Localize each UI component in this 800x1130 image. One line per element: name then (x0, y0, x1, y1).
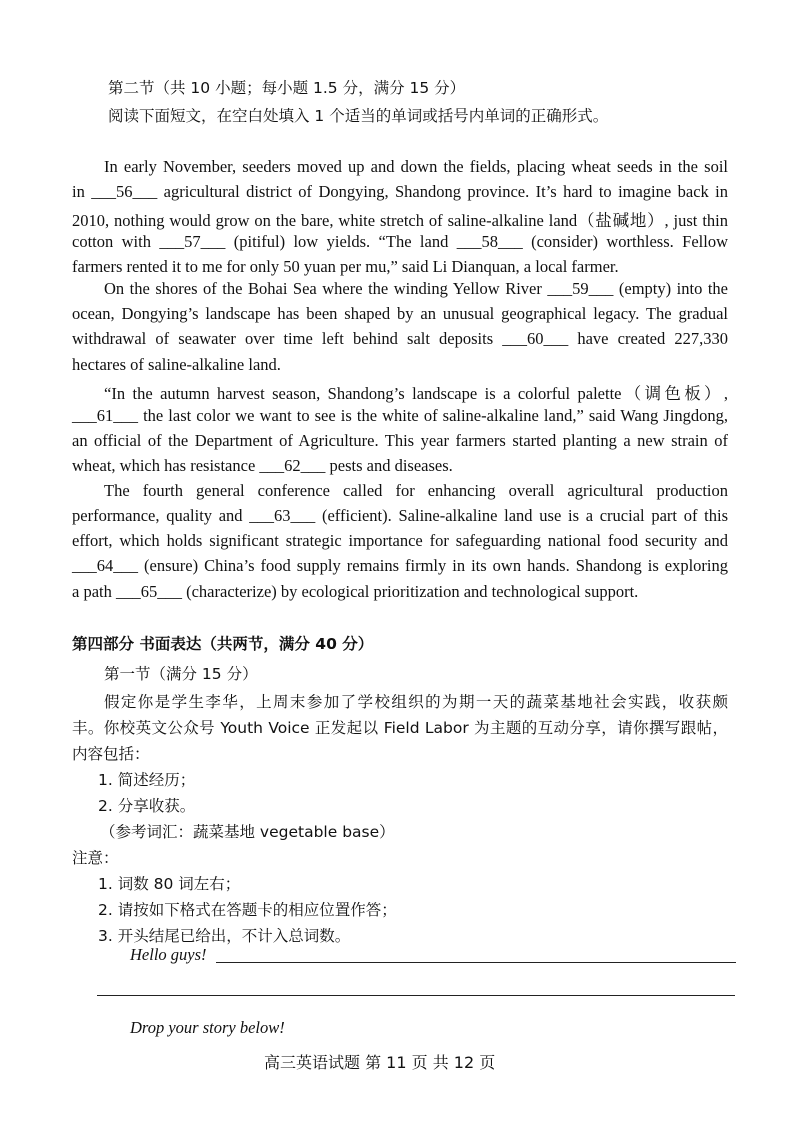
passage-line: effort, which holds significant strategic importance for safeguarding national food security and (72, 531, 728, 550)
writing-line (97, 995, 735, 996)
prompt-line: 假定你是学生李华，上周末参加了学校组织的为期一天的蔬菜基地社会实践，收获颇 (104, 693, 728, 711)
section2-header: 第二节（共 10 小题；每小题 1.5 分，满分 15 分） (108, 79, 466, 97)
content-point: 2. 分享收获。 (98, 797, 196, 815)
passage-line: On the shores of the Bohai Sea where the winding Yellow River ___59___ (empty) into the (104, 279, 728, 298)
opening-line: Hello guys! (130, 945, 207, 964)
page-footer: 高三英语试题 第 11 页 共 12 页 (264, 1053, 496, 1072)
passage-line: a path ___65___ (characterize) by ecological prioritization and technological support. (72, 582, 639, 601)
passage-line: “In the autumn harvest season, Shandong’s landscape is a colorful palette（调色板）, (104, 384, 728, 403)
passage-line: ___61___ the last color we want to see is the white of saline-alkaline land,” said Wang Jingdong, (72, 406, 728, 425)
passage-line: ocean, Dongying’s landscape has been shaped by an unusual geographical legacy. The gradual (72, 304, 728, 323)
passage-line: cotton with ___57___ (pitiful) low yields. “The land ___58___ (consider) worthless. Fellow (72, 232, 728, 251)
writing-line (216, 962, 736, 963)
content-point: 1. 简述经历； (98, 771, 196, 789)
passage-line: hectares of saline-alkaline land. (72, 355, 281, 374)
passage-line: performance, quality and ___63___ (efficient). Saline-alkaline land use is a crucial part of this (72, 506, 728, 525)
prompt-line: 内容包括： (72, 745, 150, 763)
note-item: 3. 开头结尾已给出，不计入总词数。 (98, 927, 351, 945)
note-item: 1. 词数 80 词左右； (98, 875, 241, 893)
closing-line: Drop your story below! (130, 1018, 285, 1037)
prompt-line: 丰。你校英文公众号 Youth Voice 正发起以 Field Labor 为主题的互动分享，请你撰写跟帖， (72, 719, 728, 737)
passage-line: 2010, nothing would grow on the bare, white stretch of saline-alkaline land（盐碱地）, just thin (72, 211, 728, 230)
section2-instruction: 阅读下面短文，在空白处填入 1 个适当的单词或括号内单词的正确形式。 (108, 107, 609, 125)
passage-line: ___64___ (ensure) China’s food supply remains firmly in its own hands. Shandong is exploring (72, 556, 728, 575)
passage-line: an official of the Department of Agriculture. This year farmers started planting a new strain of (72, 431, 728, 450)
section1-header: 第一节（满分 15 分） (104, 665, 258, 683)
passage-line: in ___56___ agricultural district of Dongying, Shandong province. It’s hard to imagine back in (72, 182, 728, 201)
notes-label: 注意： (72, 849, 119, 867)
passage-line: withdrawal of seawater over time left behind salt deposits ___60___ have created 227,330 (72, 329, 728, 348)
passage-line: The fourth general conference called for enhancing overall agricultural production (104, 481, 728, 500)
passage-line: wheat, which has resistance ___62___ pests and diseases. (72, 456, 453, 475)
note-item: 2. 请按如下格式在答题卡的相应位置作答； (98, 901, 397, 919)
vocab-hint: （参考词汇：蔬菜基地 vegetable base） (100, 823, 395, 841)
passage-line: farmers rented it to me for only 50 yuan per mu,” said Li Dianquan, a local farmer. (72, 257, 619, 276)
part4-header: 第四部分 书面表达（共两节，满分 40 分） (72, 635, 374, 653)
passage-line: In early November, seeders moved up and down the fields, placing wheat seeds in the soil (104, 157, 728, 176)
